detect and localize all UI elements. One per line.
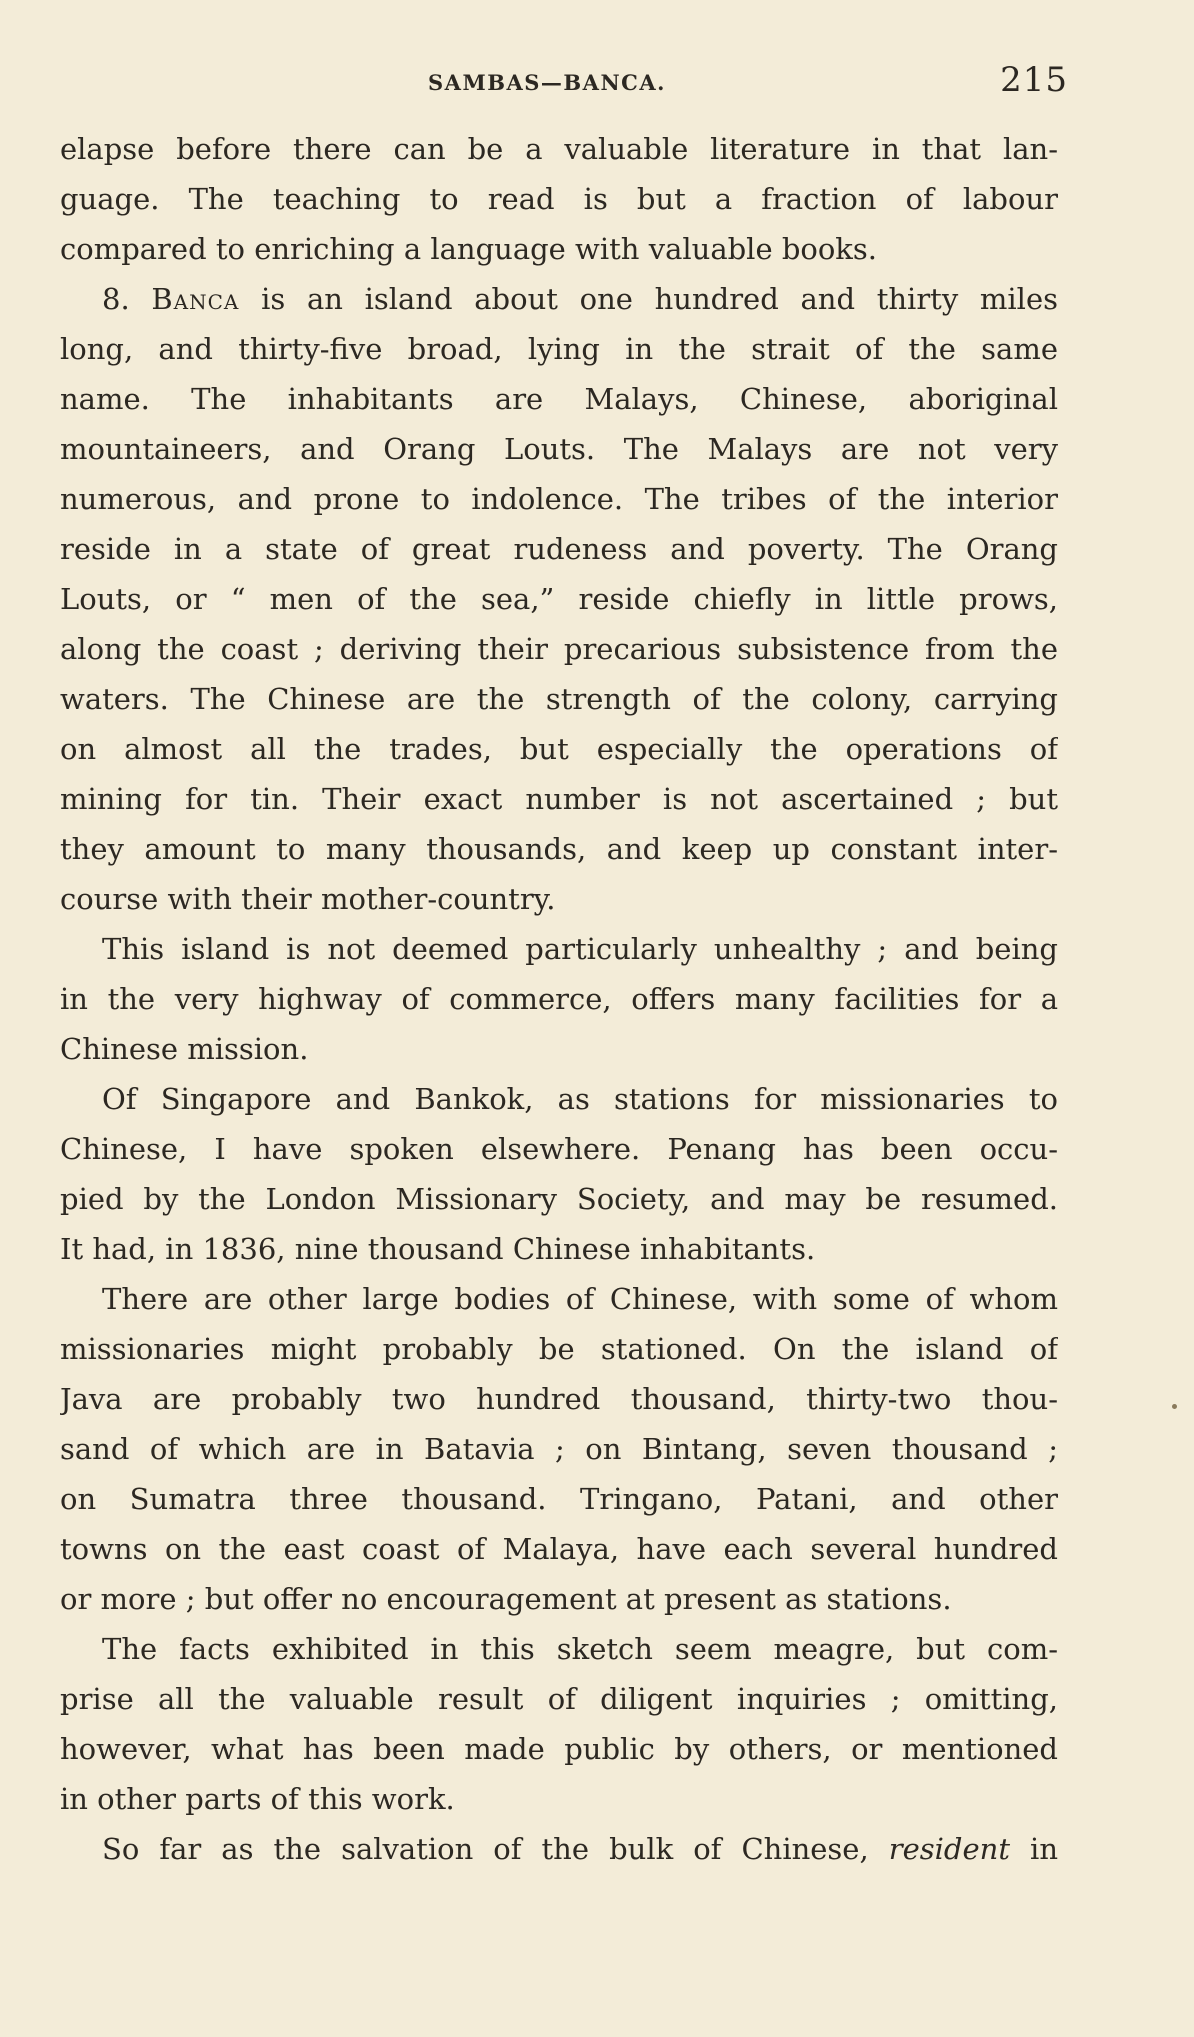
text-line: in other parts of this work. bbox=[60, 1782, 455, 1816]
text-line: or more ; but offer no encouragement at present as stations. bbox=[60, 1582, 952, 1616]
text-line: towns on the east coast of Malaya, have each several hundred bbox=[60, 1532, 1058, 1566]
text-line: in the very highway of commerce, offers many facilities for a bbox=[60, 982, 1058, 1016]
text-line: along the coast ; deriving their precarious subsistence from the bbox=[60, 632, 1058, 666]
text-line: however, what has been made public by others, or mentioned bbox=[60, 1732, 1058, 1766]
text-line: mountaineers, and Orang Louts. The Malays are not very bbox=[60, 432, 1058, 466]
text-line: There are other large bodies of Chinese, with some of whom bbox=[102, 1282, 1058, 1316]
text-line: So far as the salvation of the bulk of Chinese, resident in bbox=[102, 1832, 1058, 1866]
text-line: Java are probably two hundred thousand, thirty-two thou- bbox=[60, 1382, 1058, 1416]
text-line: compared to enriching a language with valuable books. bbox=[60, 232, 877, 266]
text-line: 8. Banca is an island about one hundred and thirty miles bbox=[102, 282, 1058, 316]
text-line: waters. The Chinese are the strength of the colony, carrying bbox=[60, 682, 1058, 716]
text-line: missionaries might probably be stationed. On the island of bbox=[60, 1332, 1058, 1366]
text-line: Chinese, I have spoken elsewhere. Penang has been occu- bbox=[60, 1132, 1058, 1166]
text-line: course with their mother-country. bbox=[60, 882, 556, 916]
text-line: The facts exhibited in this sketch seem meagre, but com- bbox=[102, 1632, 1058, 1666]
text-line: on almost all the trades, but especially the operations of bbox=[60, 732, 1058, 766]
text-line: Of Singapore and Bankok, as stations for missionaries to bbox=[102, 1082, 1058, 1116]
text-line: on Sumatra three thousand. Tringano, Patani, and other bbox=[60, 1482, 1058, 1516]
text-line: name. The inhabitants are Malays, Chinese, aboriginal bbox=[60, 382, 1058, 416]
text-line: It had, in 1836, nine thousand Chinese inhabitants. bbox=[60, 1232, 816, 1266]
text-line: mining for tin. Their exact number is not ascertained ; but bbox=[60, 782, 1058, 816]
running-head bbox=[62, 58, 1068, 114]
section-heading-word: Banca bbox=[151, 282, 240, 316]
text-line: Chinese mission. bbox=[60, 1032, 309, 1066]
text-line: Louts, or “ men of the sea,” reside chiefly in little prows, bbox=[60, 582, 1058, 616]
text-line: numerous, and prone to indolence. The tribes of the interior bbox=[60, 482, 1058, 516]
page-number: 215 bbox=[1000, 60, 1068, 100]
text-line: sand of which are in Batavia ; on Bintang, seven thousand ; bbox=[60, 1432, 1058, 1466]
text-line: guage. The teaching to read is but a fraction of labour bbox=[60, 182, 1058, 216]
paper-speck bbox=[1172, 1404, 1177, 1409]
text-line: they amount to many thousands, and keep up constant inter- bbox=[60, 832, 1058, 866]
text-line: elapse before there can be a valuable literature in that lan- bbox=[60, 132, 1058, 166]
text-line: pied by the London Missionary Society, and may be resumed. bbox=[60, 1182, 1058, 1216]
body-text bbox=[60, 124, 1058, 1874]
text-line: reside in a state of great rudeness and poverty. The Orang bbox=[60, 532, 1058, 566]
text-line: long, and thirty-five broad, lying in the strait of the same bbox=[60, 332, 1058, 366]
text-line: This island is not deemed particularly unhealthy ; and being bbox=[102, 932, 1058, 966]
italic-word: resident bbox=[888, 1832, 1010, 1866]
text-line: prise all the valuable result of diligent inquiries ; omitting, bbox=[60, 1682, 1058, 1716]
running-title: SAMBAS—BANCA. bbox=[428, 70, 666, 95]
